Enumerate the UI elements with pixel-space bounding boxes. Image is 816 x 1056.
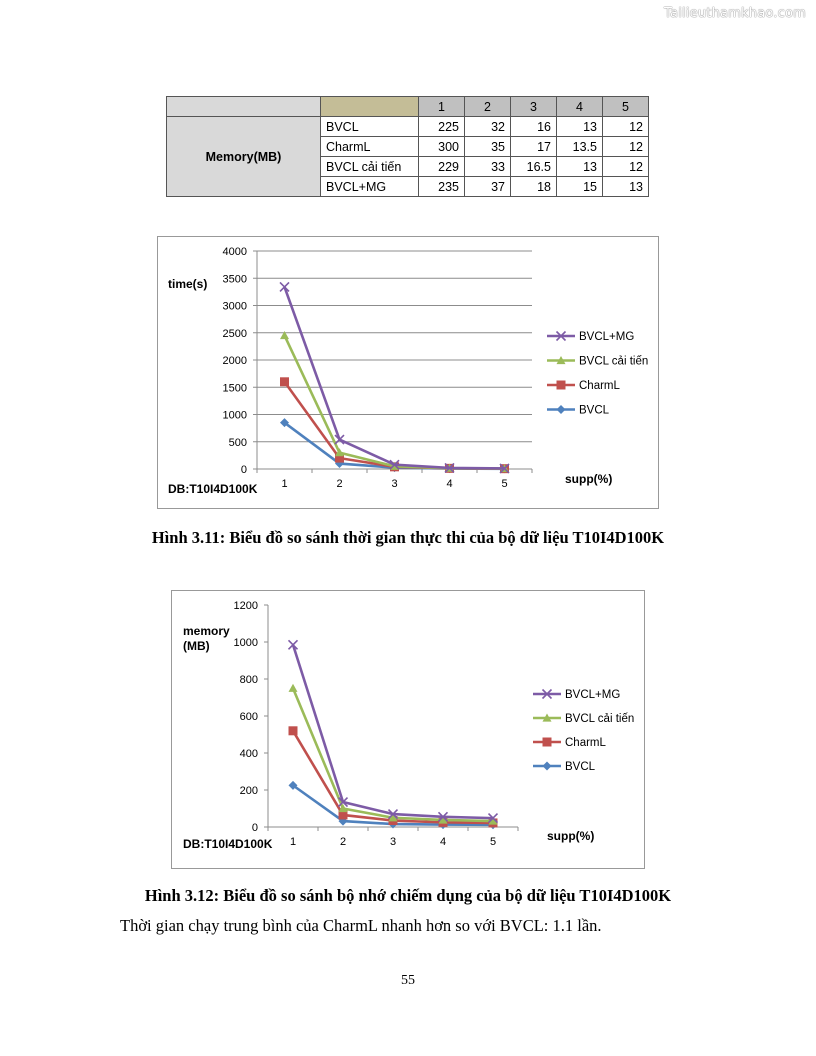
body-paragraph: Thời gian chạy trung bình của CharmL nhanh hơn so với BVCL: 1.1 lần. <box>120 916 602 935</box>
legend-label: BVCL cải tiến <box>565 713 635 725</box>
legend-label: CharmL <box>579 380 620 392</box>
table-blank-cell <box>167 97 321 117</box>
y-tick-label: 2500 <box>222 327 247 340</box>
legend-label: CharmL <box>565 737 606 749</box>
y-tick-label: 0 <box>251 822 258 834</box>
y-axis-label: (MB) <box>183 639 210 653</box>
table-row <box>167 117 649 137</box>
y-tick-label: 0 <box>240 464 247 476</box>
x-axis-label: supp(%) <box>565 472 613 486</box>
x-tick-label: 3 <box>391 478 398 490</box>
table-cell: 13 <box>557 157 603 177</box>
column-header: 4 <box>557 97 603 117</box>
table-cell: 18 <box>511 177 557 197</box>
legend-label: BVCL+MG <box>565 689 621 701</box>
table-cell: 12 <box>603 137 649 157</box>
legend-label: BVCL <box>565 761 596 773</box>
y-axis-label: time(s) <box>168 277 208 291</box>
table-cell: 15 <box>557 177 603 197</box>
table-cell: 32 <box>465 117 511 137</box>
data-point <box>280 377 289 386</box>
table-cell: 35 <box>465 137 511 157</box>
table-cell: 225 <box>419 117 465 137</box>
memory-table <box>166 96 649 197</box>
time-chart <box>158 237 658 508</box>
x-axis-label: supp(%) <box>547 829 595 843</box>
data-point <box>289 684 298 692</box>
y-tick-label: 800 <box>239 674 258 686</box>
column-header: 3 <box>511 97 557 117</box>
column-header: 2 <box>465 97 511 117</box>
y-axis-label: memory <box>183 624 230 638</box>
y-tick-label: 400 <box>239 748 258 760</box>
y-tick-label: 200 <box>239 785 258 797</box>
table-cell: 16 <box>511 117 557 137</box>
data-point <box>557 381 566 390</box>
table-cell: 300 <box>419 137 465 157</box>
y-tick-label: 1000 <box>222 409 247 422</box>
y-tick-label: 2000 <box>222 355 247 367</box>
table-cell: 13 <box>603 177 649 197</box>
y-tick-label: 600 <box>239 711 258 723</box>
legend-label: BVCL <box>579 404 610 417</box>
y-tick-label: 4000 <box>222 246 247 258</box>
time-chart-frame <box>157 236 659 509</box>
series-line <box>285 287 505 468</box>
x-tick-label: 1 <box>289 836 297 848</box>
table-cell: 16.5 <box>511 157 557 177</box>
x-tick-label: 5 <box>489 836 497 848</box>
x-tick-label: 2 <box>336 478 343 490</box>
y-tick-label: 3500 <box>222 273 247 286</box>
table-corner-cell <box>321 97 419 117</box>
row-group-header: Memory(MB) <box>167 117 321 197</box>
table-cell: 12 <box>603 117 649 137</box>
series-line <box>293 731 493 823</box>
x-tick-label: 4 <box>446 478 453 490</box>
row-label: BVCL+MG <box>321 177 419 197</box>
y-tick-label: 1000 <box>233 637 258 649</box>
row-label: CharmL <box>321 137 419 157</box>
row-label: BVCL <box>321 117 419 137</box>
y-tick-label: 1500 <box>222 382 247 395</box>
figure-caption: Hình 3.12: Biểu đồ so sánh bộ nhớ chiếm dụng của bộ dữ liệu T10I4D100K <box>144 886 672 905</box>
table-cell: 235 <box>419 177 465 197</box>
x-tick-label: 4 <box>439 836 447 848</box>
table-cell: 33 <box>465 157 511 177</box>
x-tick-label: 1 <box>281 478 288 490</box>
y-tick-label: 3000 <box>222 300 247 313</box>
table-cell: 13.5 <box>557 137 603 157</box>
watermark: Tailieuthamkhao.com <box>664 6 806 21</box>
row-label: BVCL cải tiến <box>321 157 419 177</box>
series-line <box>293 645 493 818</box>
db-label: DB:T10I4D100K <box>183 837 273 851</box>
x-tick-label: 2 <box>339 836 347 848</box>
x-tick-label: 5 <box>501 478 508 490</box>
column-header: 1 <box>419 97 465 117</box>
table-cell: 229 <box>419 157 465 177</box>
data-point <box>543 738 552 747</box>
data-point <box>543 762 552 771</box>
series-line <box>285 382 505 469</box>
data-point <box>280 331 289 339</box>
data-point <box>289 726 298 735</box>
memory-chart <box>172 591 644 868</box>
legend-label: BVCL cải tiến <box>579 355 649 368</box>
y-tick-label: 500 <box>228 436 247 449</box>
figure-caption: Hình 3.11: Biểu đồ so sánh thời gian thực thi của bộ dữ liệu T10I4D100K <box>151 528 665 547</box>
y-tick-label: 1200 <box>233 600 258 612</box>
db-label: DB:T10I4D100K <box>168 482 258 496</box>
legend-label: BVCL+MG <box>579 331 635 343</box>
table-cell: 37 <box>465 177 511 197</box>
series-line <box>293 688 493 821</box>
memory-chart-frame <box>171 590 645 869</box>
table-cell: 17 <box>511 137 557 157</box>
x-tick-label: 3 <box>389 836 397 848</box>
table-cell: 12 <box>603 157 649 177</box>
page-number: 55 <box>401 973 415 988</box>
table-cell: 13 <box>557 117 603 137</box>
data-point <box>557 405 566 414</box>
column-header: 5 <box>603 97 649 117</box>
